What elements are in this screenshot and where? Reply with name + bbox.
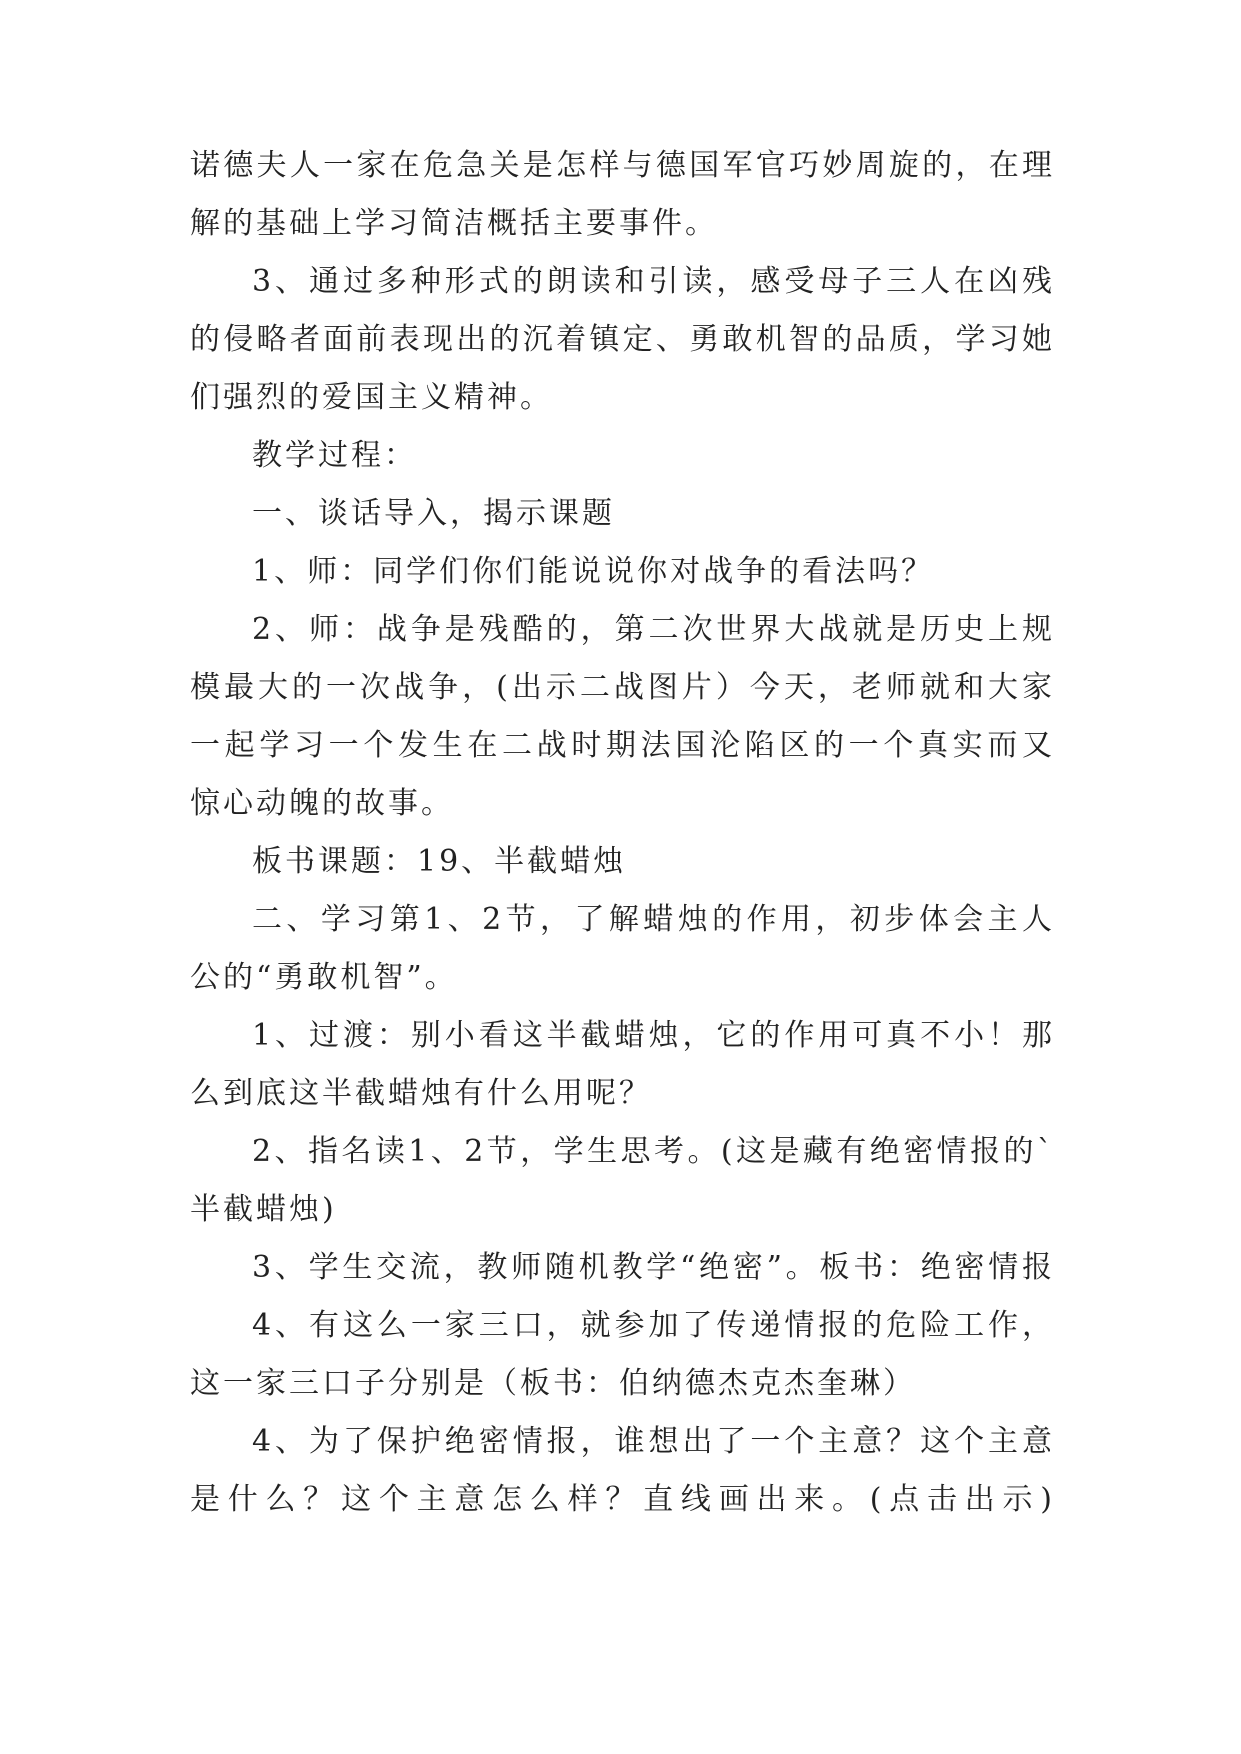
section-heading: 二、学习第1、2节，了解蜡烛的作用，初步体会主人 <box>252 902 1052 937</box>
text-line: 半截蜡烛) <box>190 1192 337 1227</box>
text-line: 公的“勇敢机智”。 <box>190 960 458 995</box>
text-line: 们强烈的爱国主义精神。 <box>190 380 553 415</box>
text-line: 1、过渡：别小看这半截蜡烛，它的作用可真不小！那 <box>252 1018 1052 1053</box>
text-line: 是什么？这个主意怎么样？直线画出来。(点击出示) <box>190 1482 1052 1517</box>
text-line: 4、为了保护绝密情报，谁想出了一个主意？这个主意 <box>252 1424 1052 1459</box>
text-line: 的侵略者面前表现出的沉着镇定、勇敢机智的品质，学习她 <box>190 322 1052 357</box>
text-line: 4、有这么一家三口，就参加了传递情报的危险工作， <box>252 1308 1052 1343</box>
text-line: 模最大的一次战争，(出示二战图片）今天，老师就和大家 <box>190 670 1052 705</box>
text-line: 么到底这半截蜡烛有什么用呢？ <box>190 1076 652 1111</box>
text-line: 解的基础上学习简洁概括主要事件。 <box>190 206 718 241</box>
text-line: 1、师：同学们你们能说说你对战争的看法吗？ <box>252 554 935 589</box>
text-line: 一起学习一个发生在二战时期法国沦陷区的一个真实而又 <box>190 728 1052 763</box>
text-line: 2、指名读1、2节，学生思考。(这是藏有绝密情报的` <box>252 1134 1052 1169</box>
text-line: 3、学生交流，教师随机教学“绝密”。板书：绝密情报 <box>252 1250 1052 1285</box>
text-line: 2、师：战争是残酷的，第二次世界大战就是历史上规 <box>252 612 1052 647</box>
text-line: 这一家三口子分别是（板书：伯纳德杰克杰奎琳） <box>190 1366 916 1401</box>
section-heading: 教学过程： <box>252 438 417 473</box>
text-line: 诺德夫人一家在危急关是怎样与德国军官巧妙周旋的，在理 <box>190 148 1052 183</box>
text-line: 板书课题：19、半截蜡烛 <box>252 844 627 879</box>
text-line: 惊心动魄的故事。 <box>190 786 454 821</box>
section-heading: 一、谈话导入，揭示课题 <box>252 496 615 531</box>
text-line: 3、通过多种形式的朗读和引读，感受母子三人在凶残 <box>252 264 1052 299</box>
